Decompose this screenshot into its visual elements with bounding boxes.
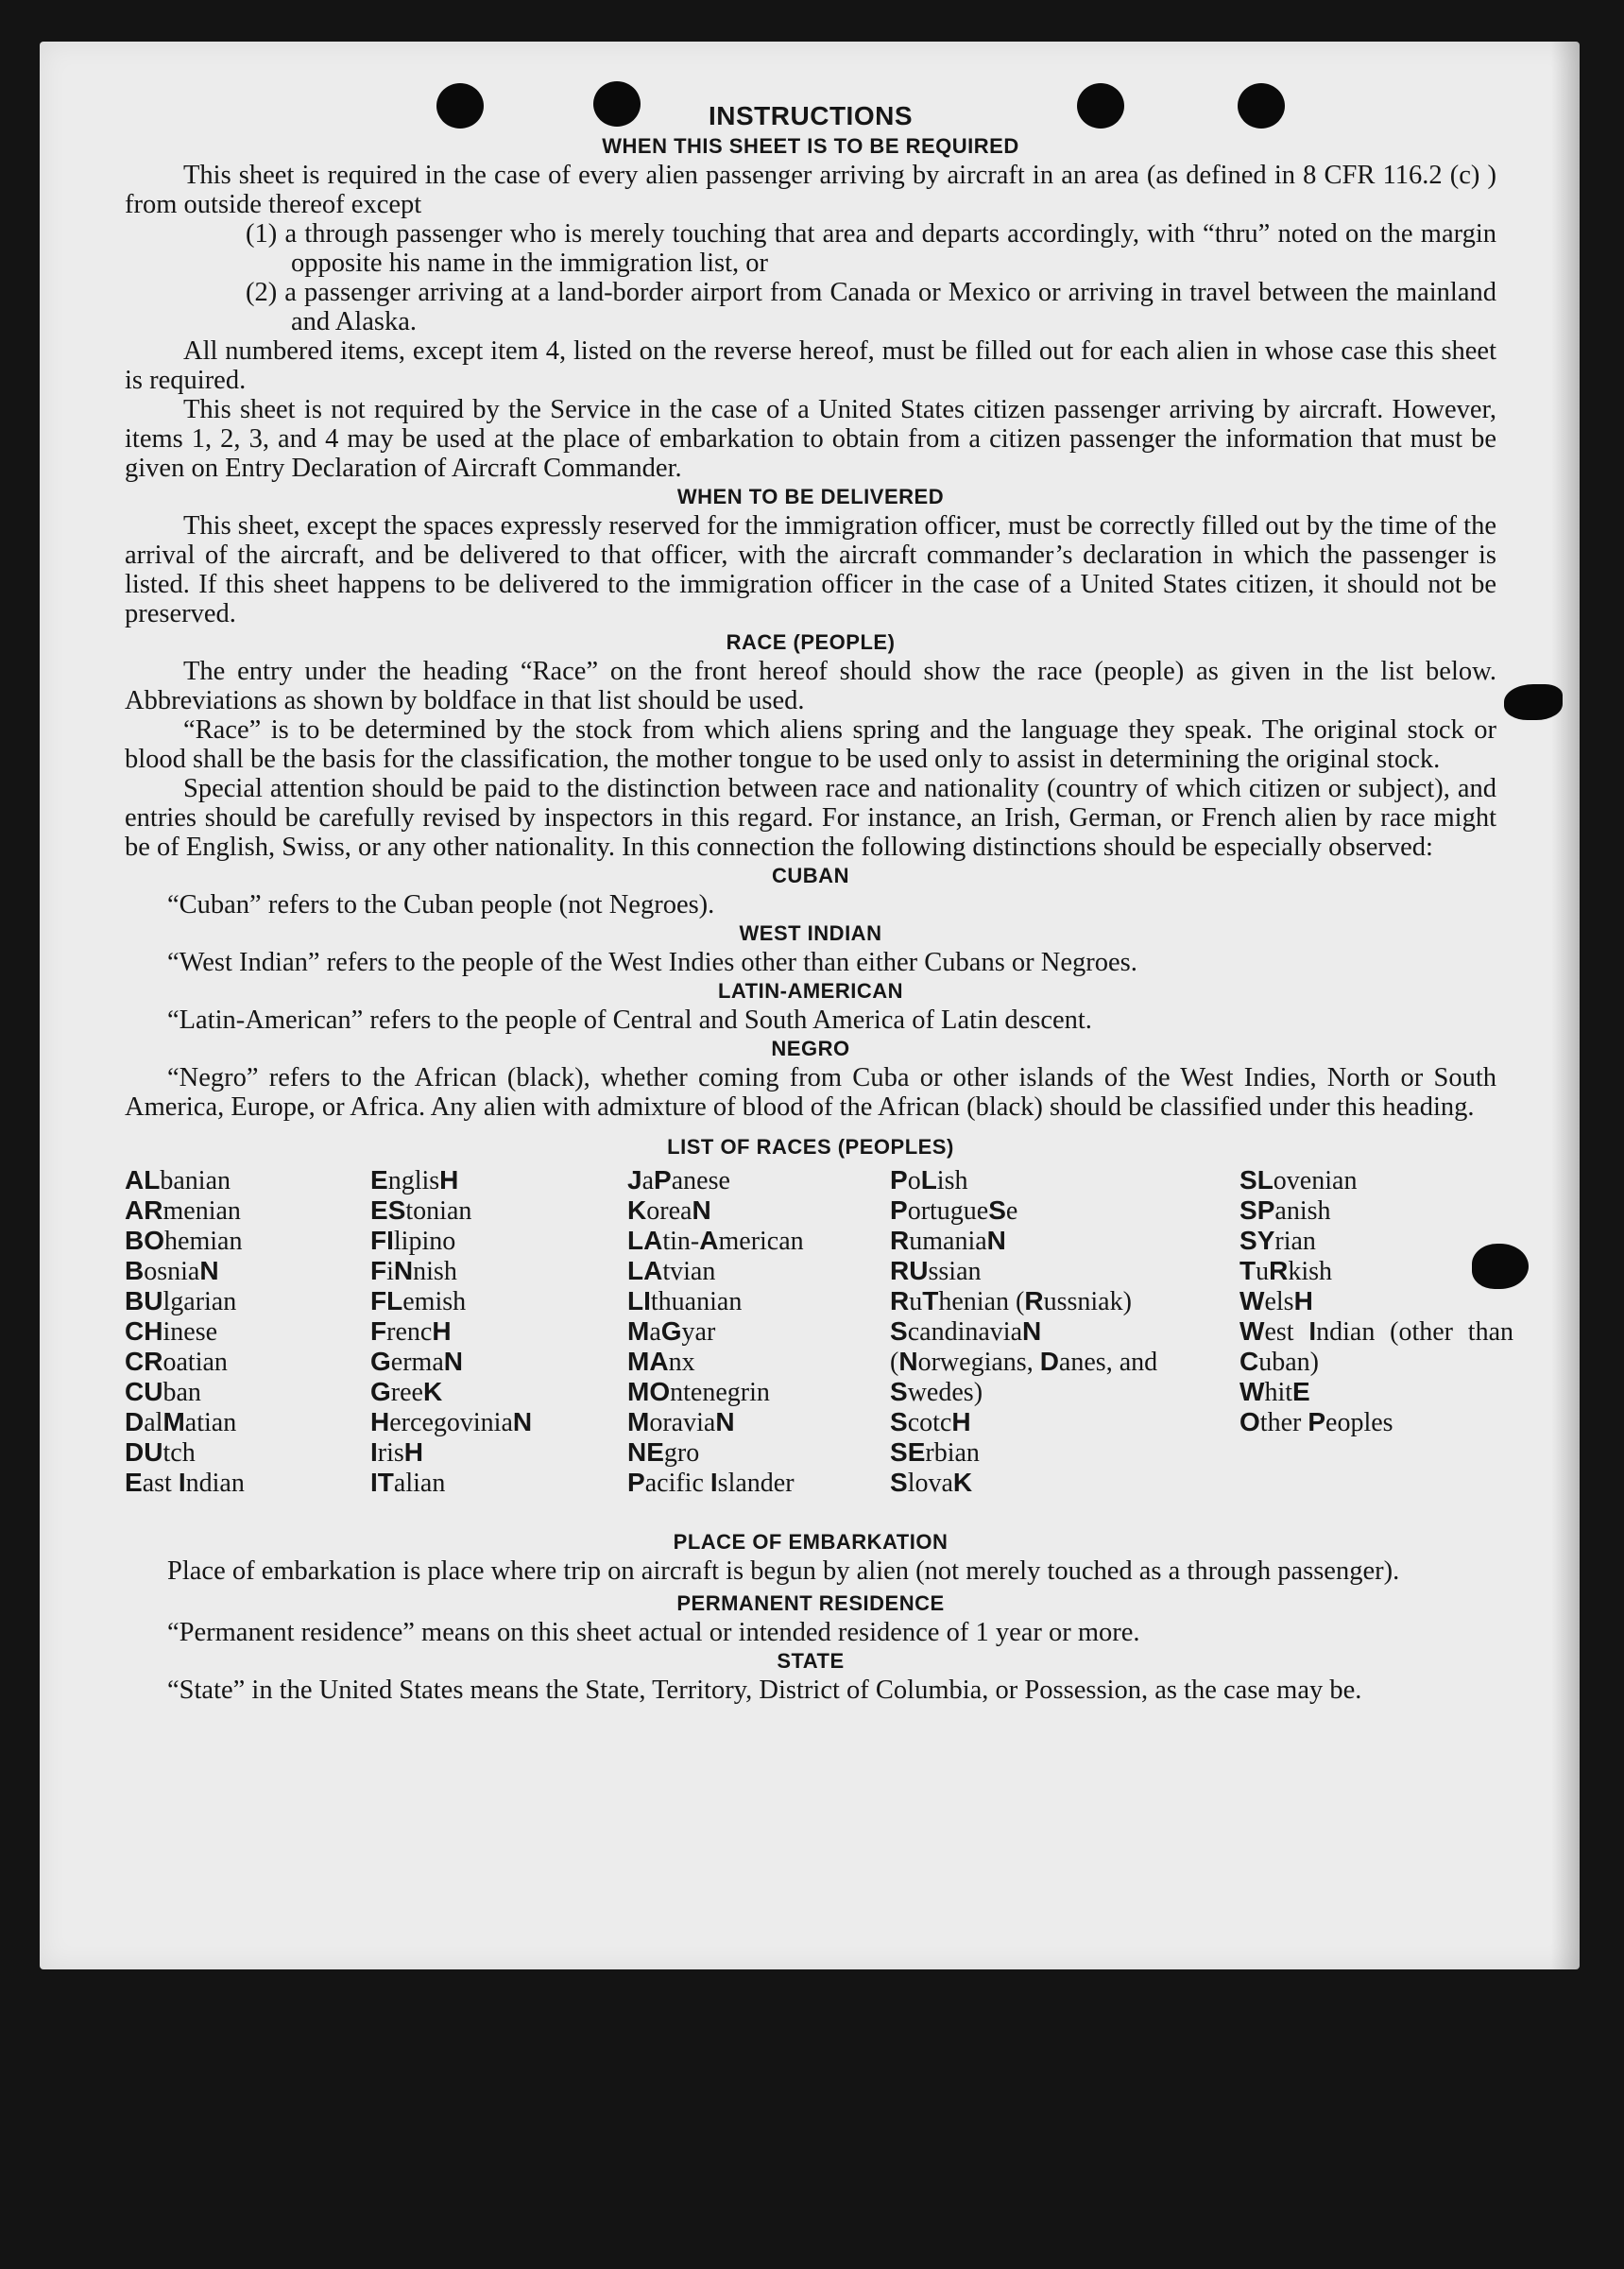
race-entry: MoraviaN [627, 1407, 735, 1437]
race-entry: West Indian (other than Cuban) [1239, 1316, 1513, 1377]
race-entry: RumaniaN [890, 1226, 1006, 1256]
race-column [1239, 1165, 1513, 1437]
race-column [890, 1165, 1188, 1498]
section-heading-races: LIST OF RACES (PEOPLES) [667, 1135, 954, 1159]
race-entry: ALbanian [125, 1165, 231, 1195]
list-item: (2) a passenger arriving at a land-border airport from Canada or Mexico or arriving in travel between the mainland and Alaska. [246, 278, 1496, 336]
race-entry: PortugueSe [890, 1195, 1018, 1226]
race-entry: EnglisH [370, 1165, 459, 1195]
paragraph: Place of embarkation is place where trip on aircraft is begun by alien (not merely touched as a through passenger). [167, 1556, 1400, 1586]
section-heading-delivered: WHEN TO BE DELIVERED [676, 485, 945, 508]
section-heading-latin-american: LATIN-AMERICAN [717, 979, 903, 1003]
race-entry: RuThenian (Russniak) [890, 1286, 1132, 1316]
race-entry: PoLish [890, 1165, 968, 1195]
race-entry: MAnx [627, 1347, 695, 1377]
race-entry: Pacific Islander [627, 1468, 795, 1498]
page-title: INSTRUCTIONS [709, 101, 913, 130]
race-entry: TuRkish [1239, 1256, 1333, 1286]
document-sheet [40, 42, 1580, 1969]
race-entry: LAtvian [627, 1256, 716, 1286]
paragraph: “Permanent residence” means on this sheet actual or intended residence of 1 year or more. [167, 1618, 1140, 1647]
race-entry: RUssian [890, 1256, 982, 1286]
race-entry: SlovaK [890, 1468, 973, 1498]
race-entry: ITalian [370, 1468, 446, 1498]
list-item: (1) a through passenger who is merely touching that area and departs accordingly, with “thru” noted on the margin opposite his name in the immigration list, or [246, 219, 1496, 278]
race-entry: EStonian [370, 1195, 472, 1226]
race-column [627, 1165, 804, 1498]
race-entry: WelsH [1239, 1286, 1313, 1316]
race-entry: SErbian [890, 1437, 980, 1468]
race-entry: DUtch [125, 1437, 196, 1468]
race-entry: ScotcH [890, 1407, 971, 1437]
section-heading-state: STATE [777, 1649, 845, 1673]
race-entry: JaPanese [627, 1165, 730, 1195]
race-entry: BUlgarian [125, 1286, 237, 1316]
race-entry: DalMatian [125, 1407, 237, 1437]
section-heading-residence: PERMANENT RESIDENCE [676, 1591, 945, 1615]
race-column [125, 1165, 245, 1498]
section-heading-embarkation: PLACE OF EMBARKATION [673, 1530, 949, 1554]
page-edge-shadow [1551, 42, 1580, 1969]
section-heading-west-indian: WEST INDIAN [739, 921, 882, 945]
race-entry: ScandinaviaN (Norwegians, Danes, and Swedes) [890, 1316, 1158, 1407]
race-entry: BosniaN [125, 1256, 219, 1286]
paragraph: This sheet is not required by the Service in the case of a United States citizen passenger arriving by aircraft. However, items 1, 2, 3, and 4 may be used at the place of embarkation to obtain from a citizen passenger the information that must be given on Entry Declaration of Aircraft Commander. [125, 395, 1496, 483]
paragraph: Special attention should be paid to the distinction between race and nationality (country of which citizen or subject), and entries should be carefully revised by inspectors in this regard. For instance, an Irish, German, or French alien by race might be of English, Swiss, or any other nationality. In this connection the following distinctions should be especially observed: [125, 774, 1496, 862]
section-heading-race: RACE (PEOPLE) [726, 630, 896, 654]
paragraph: “Negro” refers to the African (black), whether coming from Cuba or other islands of the West Indies, North or South America, Europe, or Africa. Any alien with admixture of blood of the African (black) should be classified under this heading. [125, 1063, 1496, 1122]
race-entry: SLovenian [1239, 1165, 1358, 1195]
section-heading-cuban: CUBAN [772, 864, 849, 887]
paragraph: “State” in the United States means the State, Territory, District of Columbia, or Possession, as the case may be. [167, 1676, 1362, 1705]
race-entry: SYrian [1239, 1226, 1316, 1256]
race-entry: FLemish [370, 1286, 467, 1316]
paragraph: “West Indian” refers to the people of the West Indies other than either Cubans or Negroes. [167, 948, 1137, 977]
race-entry: FrencH [370, 1316, 452, 1347]
paragraph: This sheet is required in the case of every alien passenger arriving by aircraft in an area (as defined in 8 CFR 116.2 (c) ) from outside thereof except [125, 161, 1496, 219]
race-entry: BOhemian [125, 1226, 243, 1256]
section-heading-required: WHEN THIS SHEET IS TO BE REQUIRED [602, 134, 1019, 158]
race-entry: KoreaN [627, 1195, 711, 1226]
race-entry: East Indian [125, 1468, 245, 1498]
paragraph: The entry under the heading “Race” on the front hereof should show the race (people) as given in the list below. Abbreviations as shown by boldface in that list should be used. [125, 657, 1496, 715]
paragraph: “Cuban” refers to the Cuban people (not Negroes). [167, 890, 715, 920]
race-list [125, 1165, 1513, 1528]
instructions-content [125, 100, 1513, 1705]
race-entry: GreeK [370, 1377, 443, 1407]
race-entry: Other Peoples [1239, 1407, 1393, 1437]
race-entry: HercegoviniaN [370, 1407, 533, 1437]
race-entry: GermaN [370, 1347, 463, 1377]
ink-blot [1504, 684, 1563, 720]
paragraph: All numbered items, except item 4, listed on the reverse hereof, must be filled out for each alien in whose case this sheet is required. [125, 336, 1496, 395]
race-entry: NEgro [627, 1437, 700, 1468]
race-entry: WhitE [1239, 1377, 1310, 1407]
race-entry: LIthuanian [627, 1286, 743, 1316]
race-entry: MaGyar [627, 1316, 716, 1347]
race-entry: MOntenegrin [627, 1377, 770, 1407]
race-column [370, 1165, 532, 1498]
paragraph: “Latin-American” refers to the people of Central and South America of Latin descent. [167, 1006, 1092, 1035]
race-entry: LAtin-American [627, 1226, 804, 1256]
race-entry: SPanish [1239, 1195, 1331, 1226]
race-entry: CUban [125, 1377, 201, 1407]
paragraph: This sheet, except the spaces expressly reserved for the immigration officer, must be correctly filled out by the time of the arrival of the aircraft, and be delivered to that officer, with the aircraft commander’s declaration in which the passenger is listed. If this sheet happens to be delivered to the immigration officer in the case of a United States citizen, it should not be preserved. [125, 511, 1496, 628]
race-entry: CHinese [125, 1316, 218, 1347]
race-entry: ARmenian [125, 1195, 241, 1226]
paragraph: “Race” is to be determined by the stock from which aliens spring and the language they speak. The original stock or blood shall be the basis for the classification, the mother tongue to be used only to assist in determining the original stock. [125, 715, 1496, 774]
race-entry: FiNnish [370, 1256, 457, 1286]
section-heading-negro: NEGRO [771, 1037, 850, 1060]
race-entry: FIlipino [370, 1226, 456, 1256]
race-entry: CRoatian [125, 1347, 228, 1377]
race-entry: IrisH [370, 1437, 424, 1468]
